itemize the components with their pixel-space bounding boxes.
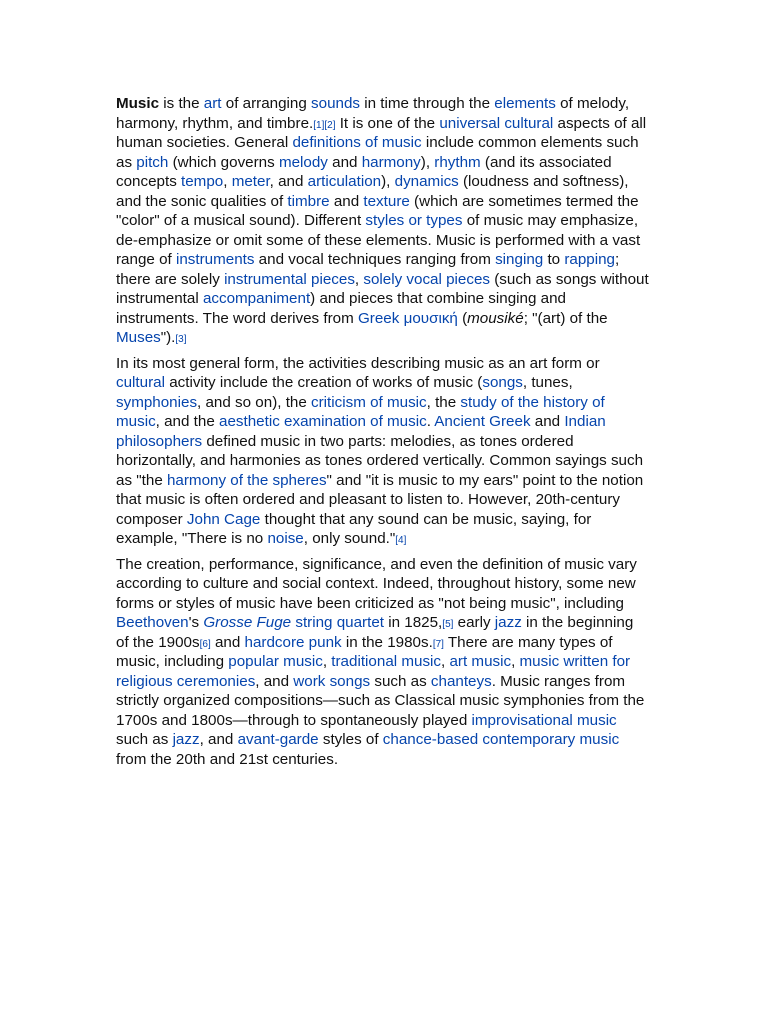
text-run: (loudness and softness), and the sonic qualities of — [116, 173, 629, 210]
link-singing[interactable]: singing — [495, 251, 544, 268]
text-run: ) and pieces that combine singing and instruments. The word derives from — [116, 290, 566, 327]
text-run: (which are sometimes termed the "color" of a musical sound). Different — [116, 192, 639, 229]
text-run: ; there are solely — [116, 251, 620, 288]
link-dynamics[interactable]: dynamics — [394, 173, 459, 190]
text-run: . — [426, 413, 435, 430]
link-greek[interactable]: Greek — [357, 309, 400, 327]
link-harmony[interactable]: harmony — [361, 153, 421, 171]
text-run: , only sound." — [303, 530, 396, 547]
citation-link[interactable]: [6] — [199, 638, 211, 650]
link-tempo[interactable]: tempo — [181, 173, 224, 190]
text-run: of music may emphasize, de-emphasize or omit some of these elements. Music is performed with a vast range of — [116, 212, 641, 268]
link-string-quartet[interactable]: string quartet — [291, 614, 385, 631]
link-harmony-of-the-spheres[interactable]: harmony of the spheres — [166, 471, 327, 489]
link-art-music[interactable]: art music — [449, 653, 512, 670]
text-run: from the 20th and 21st centuries. — [116, 750, 339, 768]
text-run: aspects of all human societies. General — [116, 114, 647, 151]
link-noise[interactable]: noise — [267, 530, 304, 547]
text-run: in 1825, — [384, 614, 443, 631]
text-run: , and — [255, 672, 294, 690]
link-indian-philosophers[interactable]: Indian philosophers — [116, 413, 606, 450]
link-music-written-for-religious-ceremonies[interactable]: music written for religious ceremonies — [116, 653, 631, 690]
link-criticism-of-music[interactable]: criticism of music — [311, 393, 427, 411]
link-art[interactable]: art — [203, 95, 222, 112]
text-run: , tunes, — [522, 374, 573, 391]
text-run: and — [210, 633, 245, 651]
link-work-songs[interactable]: work songs — [293, 672, 371, 690]
link-instruments[interactable]: instruments — [175, 251, 255, 268]
text-run: , — [322, 653, 332, 670]
link-jazz[interactable]: jazz — [172, 731, 200, 748]
link-avant-garde[interactable]: avant-garde — [237, 731, 319, 748]
link-melody[interactable]: melody — [278, 153, 328, 171]
text-run: include common elements such as — [116, 134, 639, 171]
text-run: The creation, performance, significance, and even the definition of music vary according to culture and social context. Indeed, throughout history, some new forms or styles of music have been criticized as "not being music", including — [116, 555, 637, 612]
citation-link[interactable]: [7] — [432, 638, 444, 650]
link-grosse-fuge[interactable]: Grosse Fuge — [203, 614, 292, 631]
text-run: (and its associated concepts — [116, 153, 612, 190]
text-run: and — [530, 413, 565, 430]
link-accompaniment[interactable]: accompaniment — [202, 290, 311, 307]
link-ancient-greek[interactable]: Ancient Greek — [434, 413, 531, 430]
link-definitions-of-music[interactable]: definitions of music — [292, 134, 422, 151]
text-run: activity include the creation of works of music ( — [164, 374, 483, 391]
link-item[interactable]: μουσική — [403, 309, 458, 327]
link-styles-or-types[interactable]: styles or types — [365, 212, 463, 229]
text-run: thought that any sound can be music, saying, for example, "There is no — [116, 510, 592, 547]
text-run: , — [511, 653, 520, 670]
link-improvisational-music[interactable]: improvisational music — [471, 711, 617, 729]
citation-link[interactable]: [5] — [442, 619, 454, 630]
text-run: (which governs — [168, 153, 279, 171]
text-run: , — [354, 270, 364, 288]
link-hardcore-punk[interactable]: hardcore punk — [244, 633, 342, 651]
text-run: , the — [426, 393, 461, 411]
link-instrumental-pieces[interactable]: instrumental pieces — [224, 270, 355, 288]
link-texture[interactable]: texture — [363, 192, 410, 210]
link-elements[interactable]: elements — [494, 95, 556, 112]
text-run: "). — [160, 329, 176, 346]
text-run: styles of — [318, 731, 383, 748]
citation-link[interactable]: [4] — [395, 535, 407, 546]
text-run: is the — [159, 95, 204, 112]
text-run: . Music ranges from strictly organized compositions—such as Classical music symphonies from the 1700s and 1800s—through to spontaneously played — [116, 672, 645, 729]
citation-ref[interactable] — [442, 619, 453, 630]
text-run: ; "(art) of the — [523, 309, 608, 327]
link-popular-music[interactable]: popular music — [228, 653, 323, 670]
text-run: and vocal techniques ranging from — [254, 251, 496, 268]
link-john-cage[interactable]: John Cage — [186, 510, 261, 528]
text-run: , and — [199, 731, 238, 748]
citation-link[interactable]: [1] — [313, 119, 325, 131]
link-articulation[interactable]: articulation — [307, 173, 382, 190]
text-run: to — [543, 251, 565, 268]
link-pitch[interactable]: pitch — [136, 153, 169, 171]
text-run: in the beginning of the 1900s — [116, 614, 634, 651]
link-chance-based-contemporary-music[interactable]: chance-based contemporary music — [382, 731, 620, 748]
text-run: , and so on), the — [197, 393, 312, 411]
text-run: , — [223, 173, 232, 190]
link-universal-cultural[interactable]: universal cultural — [439, 114, 554, 132]
term-italic: mousiké — [467, 309, 524, 327]
link-cultural[interactable]: cultural — [116, 374, 165, 391]
link-rhythm[interactable]: rhythm — [434, 153, 481, 171]
text-run: and — [327, 153, 362, 171]
link-songs[interactable]: songs — [482, 374, 523, 391]
citation-ref[interactable] — [175, 334, 186, 345]
article-body — [116, 94, 650, 775]
text-run: ), — [381, 173, 395, 190]
citation-ref[interactable] — [313, 120, 324, 131]
link-traditional-music[interactable]: traditional music — [331, 653, 442, 670]
text-run: , and the — [155, 413, 220, 430]
citation-link[interactable]: [2] — [324, 119, 336, 131]
link-timbre[interactable]: timbre — [287, 192, 330, 210]
text-run: , — [441, 653, 450, 670]
link-symphonies[interactable]: symphonies — [116, 393, 198, 411]
text-run: " and "it is music to my ears" point to the notion that music is often ordered and pleasant to listen to. However, 20th-century composer — [116, 471, 644, 528]
text-run: It is one of the — [335, 114, 440, 132]
paragraph-general-form — [116, 354, 650, 549]
citation-ref[interactable] — [395, 535, 406, 546]
text-run: In its most general form, the activities describing music as an art form or — [116, 354, 600, 372]
link-meter[interactable]: meter — [231, 173, 270, 190]
text-run: early — [453, 614, 495, 631]
citation-ref[interactable] — [200, 639, 211, 650]
link-muses[interactable]: Muses — [116, 329, 161, 346]
citation-ref[interactable] — [433, 639, 444, 650]
citation-link[interactable]: [3] — [175, 334, 187, 345]
text-run: ), — [420, 153, 435, 171]
text-run: , and — [269, 173, 308, 190]
text-run: of arranging — [221, 95, 312, 112]
link-jazz[interactable]: jazz — [494, 614, 522, 631]
link-chanteys[interactable]: chanteys — [430, 672, 492, 690]
term-bold: Music — [116, 95, 160, 112]
text-run: 's — [188, 614, 204, 631]
link-aesthetic-examination-of-music[interactable]: aesthetic examination of music — [219, 413, 427, 430]
citation-ref[interactable] — [324, 120, 335, 131]
text-run: and — [329, 192, 364, 210]
text-run: ( — [457, 309, 468, 327]
text-run: in time through the — [360, 95, 495, 112]
text-run: There are many types of music, including — [116, 633, 613, 670]
link-study-of-the-history-of-music[interactable]: study of the history of music — [116, 393, 605, 430]
paragraph-intro — [116, 94, 650, 348]
link-sounds[interactable]: sounds — [311, 95, 361, 112]
text-run: such as — [116, 731, 173, 748]
text-run: (such as songs without instrumental — [116, 270, 649, 307]
text-run: of melody, harmony, rhythm, and timbre. — [116, 95, 630, 132]
paragraph-creation — [116, 555, 650, 770]
link-solely-vocal-pieces[interactable]: solely vocal pieces — [363, 270, 490, 288]
link-rapping[interactable]: rapping — [564, 251, 615, 268]
link-beethoven[interactable]: Beethoven — [116, 614, 189, 631]
text-run: such as — [370, 672, 431, 690]
text-run: defined music in two parts: melodies, as tones ordered horizontally, and harmonies as tones ordered vertically. Common sayings such as "the — [116, 432, 644, 489]
text-run: in the 1980s. — [341, 633, 433, 651]
